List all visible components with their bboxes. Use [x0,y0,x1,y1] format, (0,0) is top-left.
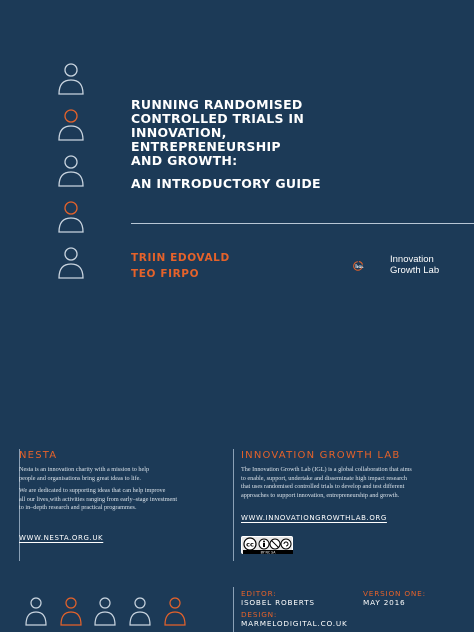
nesta-description [19,466,219,513]
title-line: INNOVATION, [131,125,227,140]
editor-name: ISOBEL ROBERTS [241,598,315,607]
divider [131,223,474,224]
person-icon [25,596,47,626]
igl-heading: INNOVATION GROWTH LAB [241,450,401,461]
person-icon [129,596,151,626]
igl-description [241,466,466,500]
column-divider [233,587,234,632]
logo-name: Growth Lab [390,265,440,276]
igl-logo [353,251,389,281]
person-icon [57,200,85,234]
text-line: We are dedicated to supporting ideas that can help improve [19,487,166,495]
nesta-website-link[interactable]: WWW.NESTA.ORG.UK [19,534,104,542]
text-line: to in–depth research and practical programmes. [19,504,137,512]
cc-mark: cc [246,540,254,549]
title-line: ENTREPRENEURSHIP [131,139,281,154]
author-name: TRIIN EDOVALD [131,252,230,264]
design-credit: MARMELODIGITAL.CO.UK [241,619,348,628]
column-divider [233,449,234,561]
author-name: TEO FIRPO [131,268,200,280]
igl-website-link[interactable]: WWW.INNOVATIONGROWTHLAB.ORG [241,514,387,522]
text-line: approaches to support innovation, entrepreneurship and growth. [241,491,400,499]
text-line: The Innovation Growth Lab (IGL) is a global collaboration that aims [241,466,412,473]
creative-commons-license-icon [241,536,293,554]
report-title [131,98,431,168]
text-line: to enable, support, undertake and disseminate high impact research [241,474,407,482]
editor-label: EDITOR: [241,589,277,598]
person-icon [57,62,85,96]
title-line: RUNNING RANDOMISED [131,97,303,112]
text-line: all our lives,with activities ranging from early–stage investment [19,495,178,503]
report-subtitle: AN INTRODUCTORY GUIDE [131,176,321,191]
text-line: Nesta is an innovation charity with a mission to help [19,466,150,473]
version-label: VERSION ONE: [363,589,426,598]
logo-name: Innovation [390,254,434,265]
person-icon [57,108,85,142]
person-icon [57,154,85,188]
nesta-heading: NESTA [19,450,58,461]
version-date: MAY 2016 [363,598,406,607]
person-icon [57,246,85,280]
person-icon [94,596,116,626]
person-icon [60,596,82,626]
cc-terms: BY NC SA [260,550,276,555]
text-line: that uses randomised controlled trials to develop and test different [241,483,405,491]
person-icon [164,596,186,626]
igl-logo-mark: IGL [356,264,364,269]
title-line: CONTROLLED TRIALS IN [131,111,305,126]
title-line: AND GROWTH: [131,153,238,168]
text-line: people and organisations bring great ideas to life. [19,474,141,482]
design-label: DESIGN: [241,610,278,619]
